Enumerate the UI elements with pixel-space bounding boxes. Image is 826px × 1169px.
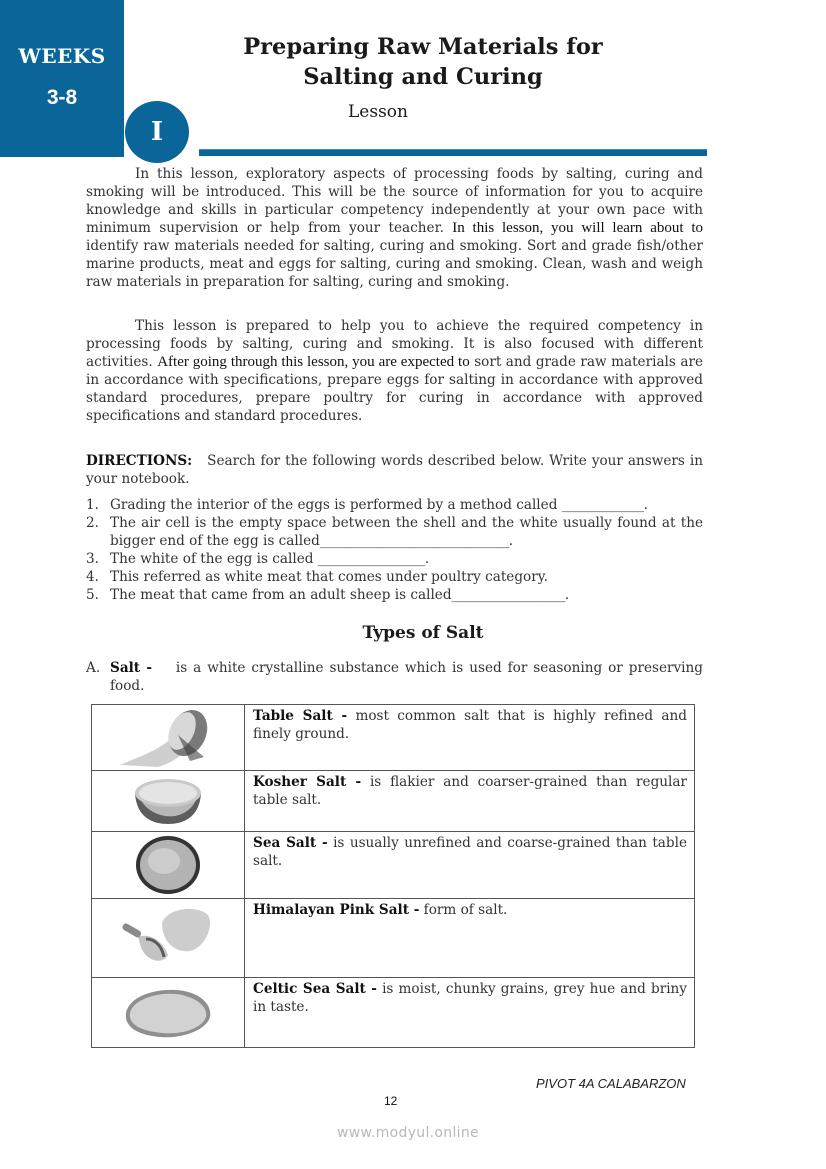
salt-row xyxy=(92,705,695,771)
question-number: 4. xyxy=(86,569,99,585)
salt-name: Kosher Salt - xyxy=(253,774,362,790)
answer-blank: ______________________________ xyxy=(319,533,509,549)
salt-row xyxy=(92,771,695,832)
answer-blank: _________________ xyxy=(317,551,425,567)
question-end: . xyxy=(643,497,648,513)
question-number: 3. xyxy=(86,551,99,567)
definition-term: Salt - xyxy=(110,660,153,676)
salt-bowl-icon xyxy=(133,776,203,826)
question-text: The white of the egg is called xyxy=(110,551,318,567)
salt-description-text: is usually unrefined and coarse-grained than table salt. xyxy=(253,835,687,869)
question-item xyxy=(86,550,703,568)
question-text: This referred as white meat that comes under poultry category. xyxy=(110,569,548,585)
lesson-label: Lesson xyxy=(348,102,408,122)
salt-image-cell xyxy=(92,899,245,978)
answer-blank: __________________ xyxy=(451,587,565,603)
salt-name: Celtic Sea Salt - xyxy=(253,981,377,997)
salt-row xyxy=(92,899,695,978)
directions-text: Search for the following words described below. Write your answers in your notebook. xyxy=(86,453,703,487)
page-number: 12 xyxy=(384,1094,398,1108)
salt-description xyxy=(245,832,695,899)
salt-definition xyxy=(86,659,703,695)
salt-image-cell xyxy=(92,978,245,1048)
salt-scoop-icon xyxy=(118,903,218,973)
pouring-salt-bowl-icon xyxy=(118,707,218,769)
footer-brand: PIVOT 4A CALABARZON xyxy=(536,1076,686,1091)
page-title xyxy=(190,32,656,92)
salt-description-text: most common salt that is highly refined and finely ground. xyxy=(253,708,687,742)
question-item xyxy=(86,514,703,550)
salt-image-cell xyxy=(92,705,245,771)
salt-description xyxy=(245,978,695,1048)
salt-description xyxy=(245,705,695,771)
section-title: Types of Salt xyxy=(362,623,484,643)
salt-types-table xyxy=(91,704,695,1048)
directions-label: DIRECTIONS: xyxy=(86,453,193,469)
intro-text: identify raw materials needed for salting, curing and smoking. Sort and grade fish/other marine products, meat and eggs for salting, curing and smoking. Clean, wash and weigh raw materials in preparation for salting, curing and smoking. xyxy=(86,238,703,290)
title-divider xyxy=(199,149,707,156)
title-line-2: Salting and Curing xyxy=(303,64,543,90)
question-number: 5. xyxy=(86,587,99,603)
intro-paragraph-1 xyxy=(86,165,703,291)
intro-emphasis: After going through this lesson, you are expected to xyxy=(157,354,470,370)
intro-paragraph-2 xyxy=(86,317,703,425)
question-list xyxy=(86,496,703,604)
definition-letter: A. xyxy=(86,660,101,676)
celtic-salt-plate-icon xyxy=(124,985,212,1041)
directions xyxy=(86,452,703,488)
salt-name: Himalayan Pink Salt - xyxy=(253,902,420,918)
intro-text: In this lesson, exploratory aspects of processing foods by salting, curing and smoking will be introduced. This will be the source of information for you to acquire knowledge and skills in particular competency independently at your own pace with minimum supervision or help from your teacher. xyxy=(86,166,703,236)
watermark: www.modyul.online xyxy=(337,1125,479,1141)
question-end: . xyxy=(424,551,430,567)
salt-row xyxy=(92,832,695,899)
weeks-range: 3-8 xyxy=(46,86,78,109)
salt-description xyxy=(245,899,695,978)
intro-emphasis: In this lesson, you will learn about to xyxy=(452,220,703,236)
question-item xyxy=(86,496,703,514)
salt-row xyxy=(92,978,695,1048)
salt-description-text: is flakier and coarser-grained than regular table salt. xyxy=(253,774,687,808)
salt-description xyxy=(245,771,695,832)
lesson-numeral: I xyxy=(150,117,164,147)
question-item xyxy=(86,568,703,586)
salt-description-text: form of salt. xyxy=(419,902,508,918)
question-end: . xyxy=(508,533,514,549)
question-text: Grading the interior of the eggs is performed by a method called xyxy=(110,497,562,513)
salt-name: Table Salt - xyxy=(253,708,348,724)
answer-blank: _____________ xyxy=(561,497,644,513)
salt-name: Sea Salt - xyxy=(253,835,328,851)
title-line-1: Preparing Raw Materials for xyxy=(243,34,603,60)
salt-description-text: is moist, chunky grains, grey hue and briny in taste. xyxy=(253,981,687,1015)
lesson-numeral-badge xyxy=(125,101,189,163)
intro-text: sort and grade raw materials are in accordance with specifications, prepare eggs for salting in accordance with approved standard procedures, prepare poultry for curing in accordance with approved specifications and standard procedures. xyxy=(86,354,704,424)
definition-text: is a white crystalline substance which is used for seasoning or preserving food. xyxy=(110,660,703,694)
sea-salt-dish-icon xyxy=(134,834,202,896)
weeks-label: WEEKS xyxy=(18,44,106,68)
question-text: The meat that came from an adult sheep is called xyxy=(110,587,452,603)
question-number: 1. xyxy=(86,497,99,513)
intro-text: This lesson is prepared to help you to achieve the required competency in processing foods by salting, curing and smoking. It is also focused with different activities. xyxy=(86,318,703,370)
salt-image-cell xyxy=(92,832,245,899)
question-number: 2. xyxy=(86,515,99,531)
weeks-banner xyxy=(0,0,124,157)
salt-image-cell xyxy=(92,771,245,832)
question-item xyxy=(86,586,703,604)
question-text: The air cell is the empty space between the shell and the white usually found at the bigger end of the egg is called xyxy=(110,515,703,549)
question-end: . xyxy=(564,587,570,603)
